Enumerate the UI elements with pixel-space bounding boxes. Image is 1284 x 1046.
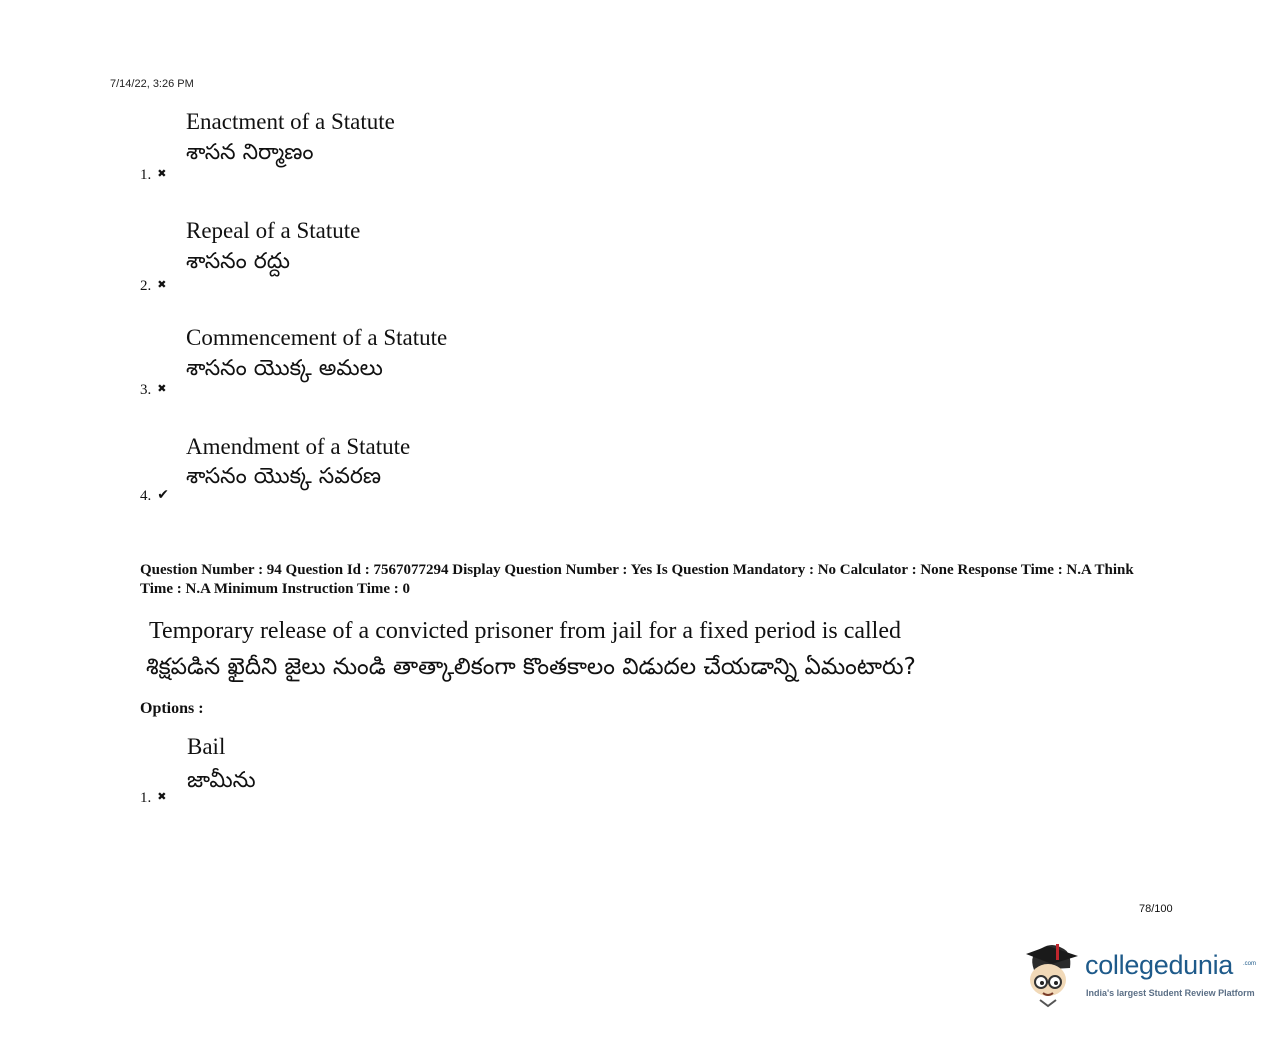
option-1-telugu: శాసన నిర్మాణం: [186, 140, 314, 165]
q94-option-1-telugu: జామీను: [187, 768, 256, 793]
option-1-number: 1.: [140, 167, 152, 183]
option-2-english: Repeal of a Statute: [186, 218, 361, 243]
option-2-telugu: శాసనం రద్దు: [186, 249, 290, 274]
logo-tagline: India's largest Student Review Platform: [1086, 988, 1255, 998]
page-number: 78/100: [1139, 903, 1173, 915]
logo-wordmark: collegedunia: [1085, 950, 1234, 980]
logo-suffix: .com: [1243, 961, 1257, 967]
q94-option-1-number: 1.: [140, 790, 152, 806]
question-meta: Question Number : 94 Question Id : 7567077294 Display Question Number : Yes Is Question Mandatory : No Calculator : None Response Time : N.A Think Time : N.A Minimum Instruction Time : 0: [140, 562, 1134, 597]
q94-option-1-number-row: [140, 790, 166, 807]
cross-icon: ✖: [157, 278, 167, 291]
collegedunia-logo[interactable]: [1022, 940, 1262, 1008]
question-text-english: Temporary release of a convicted prisoner from jail for a fixed period is called: [149, 618, 902, 644]
option-4-number: 4.: [140, 488, 152, 504]
option-4-telugu: శాసనం యొక్క సవరణ: [186, 464, 382, 489]
option-3-english: Commencement of a Statute: [186, 325, 448, 350]
option-3-number-row: [140, 382, 166, 399]
option-4-number-row: [140, 487, 169, 505]
print-timestamp: 7/14/22, 3:26 PM: [110, 78, 194, 90]
mascot-icon: [1022, 940, 1084, 1008]
cross-icon: ✖: [157, 790, 167, 803]
cross-icon: ✖: [157, 167, 167, 180]
check-icon: ✔: [157, 487, 169, 503]
cross-icon: ✖: [157, 382, 167, 395]
question-text-telugu: శిక్షపడిన ఖైదీని జైలు నుండి తాత్కాలికంగా కొంతకాలం విడుదల చేయడాన్ని ఏమంటారు?: [146, 654, 916, 680]
options-label: Options :: [140, 700, 204, 717]
q94-option-1-english: Bail: [187, 734, 226, 759]
option-4-english: Amendment of a Statute: [186, 434, 411, 459]
option-1-number-row: [140, 167, 166, 184]
option-1-english: Enactment of a Statute: [186, 109, 395, 134]
option-3-telugu: శాసనం యొక్క అమలు: [186, 356, 383, 381]
option-2-number-row: [140, 278, 166, 295]
option-2-number: 2.: [140, 278, 152, 294]
option-3-number: 3.: [140, 382, 152, 398]
